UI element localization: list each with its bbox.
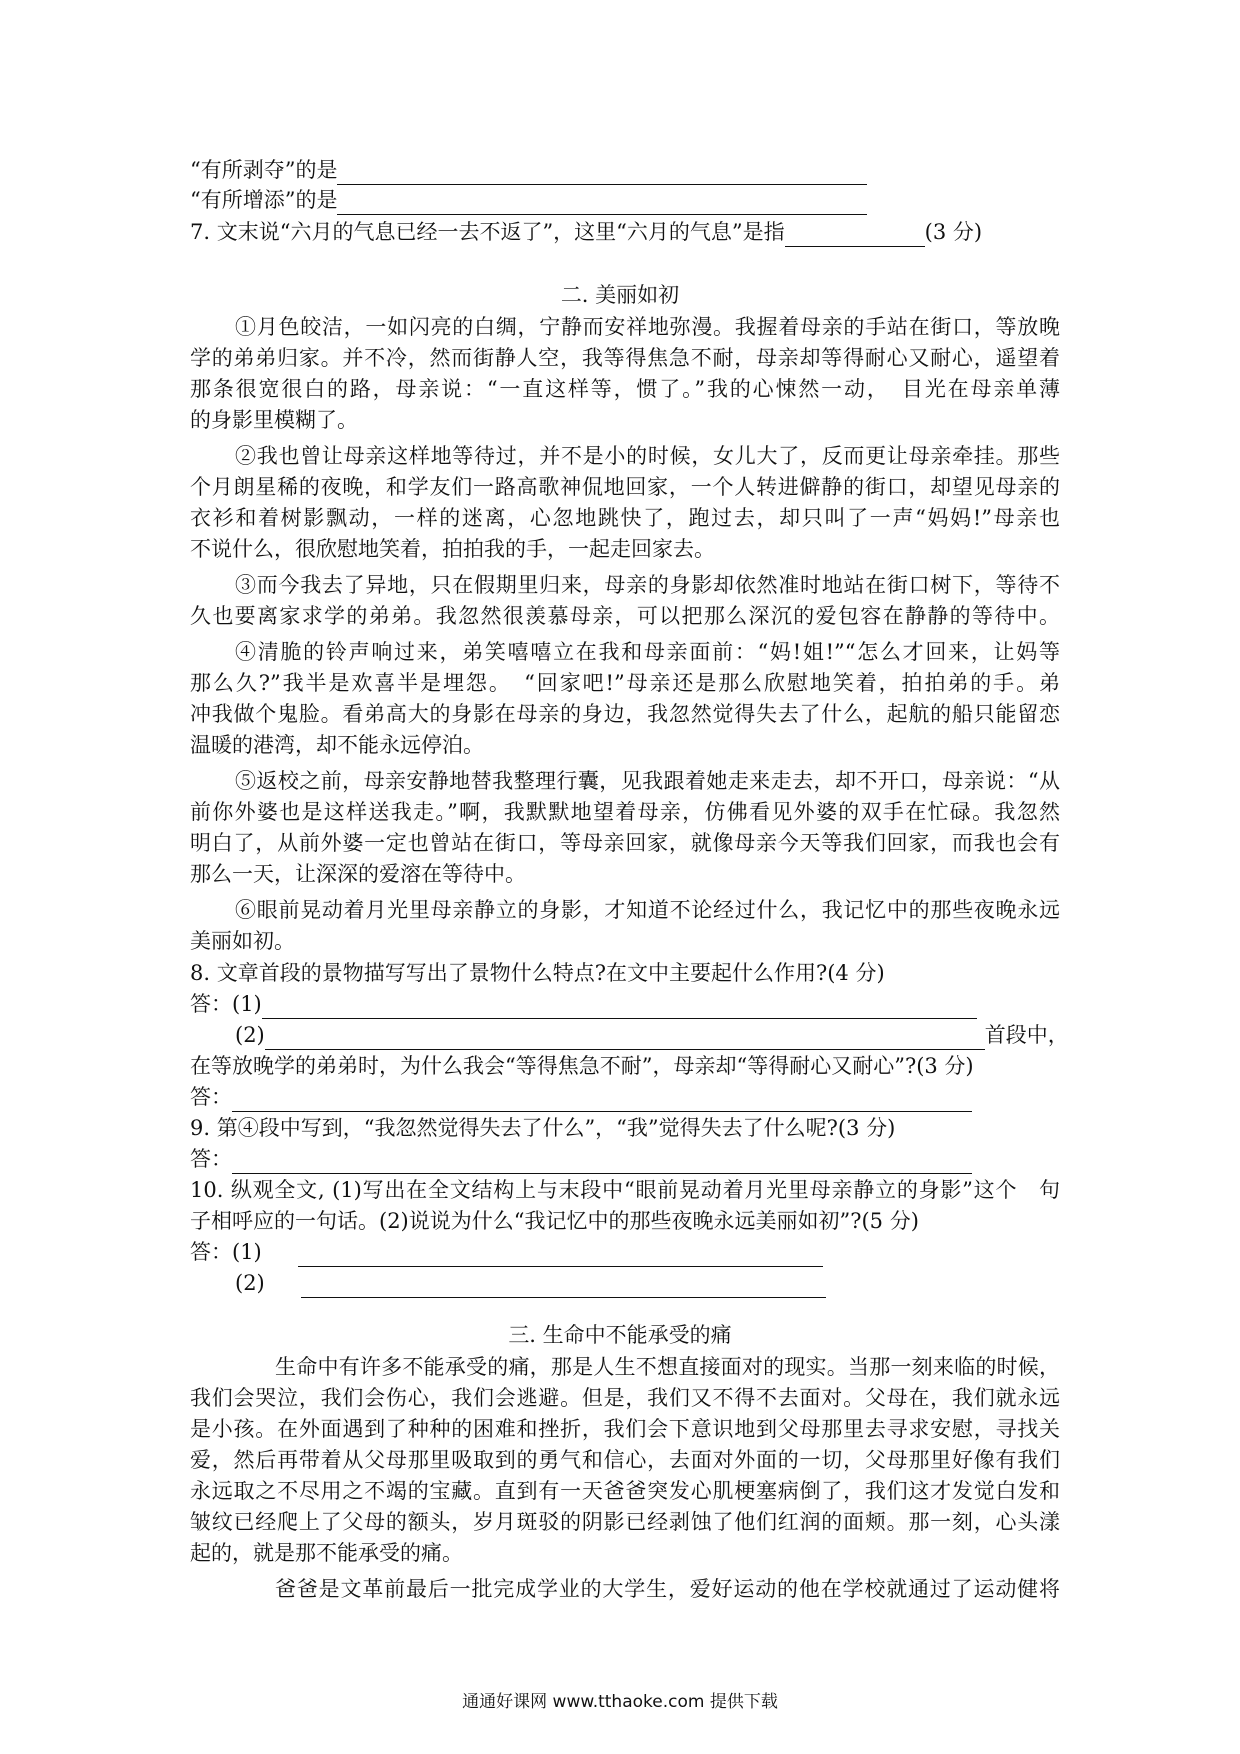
paragraph-line: 我们会哭泣，我们会伤心，我们会逃避。但是，我们又不得不去面对。父母在，我们就永远 [190, 1386, 1060, 1410]
page-footer: 通通好课网 www.tthaoke.com 提供下载 [462, 1692, 778, 1712]
paragraph-line: ④清脆的铃声响过来，弟笑嘻嘻立在我和母亲面前：“妈!姐!”“怎么才回来，让妈等 [235, 640, 1060, 664]
paragraph-line: 久也要离家求学的弟弟。我忽然很羡慕母亲，可以把那么深沉的爱包容在静静的等待中。 [190, 604, 1060, 628]
question-8: 8. 文章首段的景物描写写出了景物什么特点?在文中主要起什么作用?(4 分) [190, 961, 885, 985]
answer-blank[interactable] [232, 1151, 972, 1174]
answer-8-3: 答： [190, 1082, 972, 1112]
answer-8-1: 答：(1) [190, 989, 977, 1019]
paragraph-line: 那条很宽很白的路，母亲说：“一直这样等，惯了。”我的心悚然一动， 目光在母亲单薄 [190, 377, 1060, 401]
answer-blank[interactable] [337, 192, 867, 215]
paragraph-line: ③而今我去了异地，只在假期里归来，母亲的身影却依然准时地站在街口树下，等待不 [235, 573, 1060, 597]
paragraph-line: 的身影里模糊了。 [190, 408, 358, 432]
paragraph-line: 温暖的港湾，却不能永远停泊。 [190, 733, 484, 757]
paragraph-line: 美丽如初。 [190, 929, 295, 953]
paragraph-line: 冲我做个鬼脸。看弟高大的身影在母亲的身边，我忽然觉得失去了什么，起航的船只能留恋 [190, 702, 1060, 726]
paragraph-line: 前你外婆也是这样送我走。”啊，我默默地望着母亲，仿佛看见外婆的双手在忙碌。我忽然 [190, 800, 1060, 824]
answer-blank[interactable] [301, 1275, 826, 1298]
answer-8-2: (2) 首段中， [235, 1020, 1069, 1050]
paragraph-line: 爱，然后再带着从父母那里吸取到的勇气和信心，去面对外面的一切，父母那里好像有我们 [190, 1448, 1060, 1472]
paragraph-line: ②我也曾让母亲这样地等待过，并不是小的时候，女儿大了，反而更让母亲牵挂。那些 [235, 444, 1060, 468]
paragraph-line: 生命中有许多不能承受的痛，那是人生不想直接面对的现实。当那一刻来临的时候， [275, 1355, 1060, 1379]
paragraph-line: 皱纹已经爬上了父母的额头，岁月斑驳的阴影已经剥蚀了他们红润的面颊。那一刻，心头漾 [190, 1510, 1060, 1534]
paragraph-line: 起的，就是那不能承受的痛。 [190, 1541, 463, 1565]
paragraph-line: 永远取之不尽用之不竭的宝藏。直到有一天爸爸突发心肌梗塞病倒了，我们这才发觉白发和 [190, 1479, 1060, 1503]
answer-blank[interactable] [337, 162, 867, 185]
paragraph-line: 那么一天，让深深的爱溶在等待中。 [190, 862, 526, 886]
section-2-title: 二. 美丽如初 [560, 283, 680, 307]
section-3-title: 三. 生命中不能承受的痛 [508, 1323, 732, 1347]
answer-9: 答： [190, 1144, 972, 1174]
answer-blank[interactable] [785, 224, 925, 247]
paragraph-line: 明白了，从前外婆一定也曾站在街口，等母亲回家，就像母亲今天等我们回家，而我也会有 [190, 831, 1060, 855]
paragraph-line: 学的弟弟归家。并不冷，然而街静人空，我等得焦急不耐，母亲却等得耐心又耐心，遥望着 [190, 346, 1060, 370]
question-7: 7. 文末说“六月的气息已经一去不返了”，这里“六月的气息”是指 (3 分) [190, 217, 982, 247]
paragraph-line: ⑥眼前晃动着月光里母亲静立的身影，才知道不论经过什么，我记忆中的那些夜晚永远 [235, 898, 1060, 922]
answer-blank[interactable] [298, 1244, 823, 1267]
answer-10-1: 答：(1) [190, 1237, 823, 1267]
paragraph-line: 衣衫和着树影飘动，一样的迷离，心忽地跳快了，跑过去，却只叫了一声“妈妈!”母亲也 [190, 506, 1060, 530]
answer-blank[interactable] [232, 1089, 972, 1112]
paragraph-line: ⑤返校之前，母亲安静地替我整理行囊，见我跟着她走来走去，却不开口，母亲说：“从 [235, 769, 1060, 793]
question-10: 10. 纵观全文, (1)写出在全文结构上与末段中“眼前晃动着月光里母亲静立的身影”这个 句 [190, 1178, 1060, 1202]
question-10-continued: 子相呼应的一句话。(2)说说为什么“我记忆中的那些夜晚永远美丽如初”?(5 分) [190, 1209, 919, 1233]
answer-blank[interactable] [265, 1027, 985, 1050]
paragraph-line: ①月色皎洁，一如闪亮的白绸，宁静而安祥地弥漫。我握着母亲的手站在街口，等放晚 [235, 315, 1060, 339]
answer-blank[interactable] [262, 996, 977, 1019]
paragraph-line: 是小孩。在外面遇到了种种的困难和挫折，我们会下意识地到父母那里去寻求安慰，寻找关 [190, 1417, 1060, 1441]
question-9: 9. 第④段中写到，“我忽然觉得失去了什么”，“我”觉得失去了什么呢?(3 分) [190, 1116, 896, 1140]
top-line-2: “有所增添”的是 [190, 185, 867, 215]
paragraph-line: 爸爸是文革前最后一批完成学业的大学生，爱好运动的他在学校就通过了运动健将 [275, 1577, 1060, 1601]
paragraph-line: 那么久?”我半是欢喜半是埋怨。 “回家吧!”母亲还是那么欣慰地笑着，拍拍弟的手。弟 [190, 671, 1060, 695]
answer-10-2: (2) [235, 1268, 826, 1298]
top-line-1: “有所剥夺”的是 [190, 155, 867, 185]
paragraph-line: 不说什么，很欣慰地笑着，拍拍我的手，一起走回家去。 [190, 537, 715, 561]
paragraph-line: 个月朗星稀的夜晚，和学友们一路高歌神侃地回家，一个人转进僻静的街口，却望见母亲的 [190, 475, 1060, 499]
question-8-continued: 在等放晚学的弟弟时，为什么我会“等得焦急不耐”，母亲却“等得耐心又耐心”?(3 分) [190, 1054, 974, 1078]
